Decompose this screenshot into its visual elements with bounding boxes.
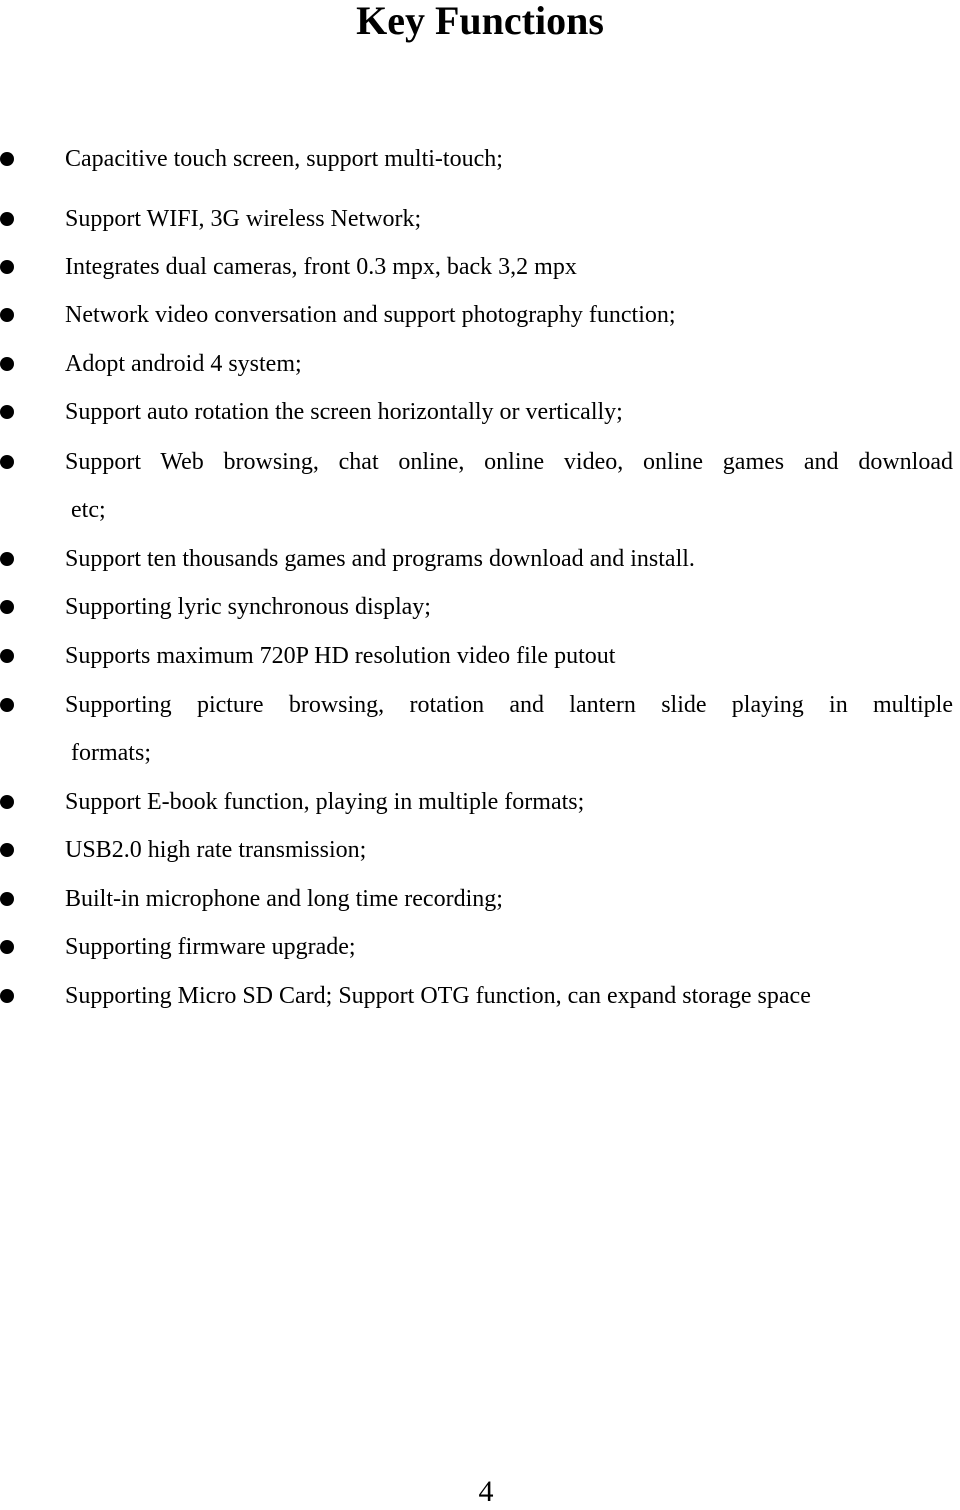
bullet-dot-icon: [0, 308, 14, 322]
bullet-dot-icon: [0, 152, 14, 166]
list-item-text: Support auto rotation the screen horizontally or vertically;: [65, 399, 623, 425]
list-item-continuation: etc;: [71, 497, 106, 523]
list-item: [0, 252, 960, 296]
list-item-text: Support WIFI, 3G wireless Network;: [65, 206, 422, 232]
bullet-dot-icon: [0, 989, 14, 1003]
bullet-dot-icon: [0, 212, 14, 226]
list-item-text: Supporting firmware upgrade;: [65, 934, 356, 960]
list-item: [0, 544, 960, 588]
list-item-text: Capacitive touch screen, support multi-touch;: [65, 146, 503, 172]
list-item: [0, 641, 960, 685]
list-item: [0, 884, 960, 928]
list-item-text: Network video conversation and support photography function;: [65, 302, 676, 328]
list-item: [0, 981, 960, 1025]
list-item: [0, 349, 960, 393]
list-item: [0, 690, 960, 776]
list-item-text: USB2.0 high rate transmission;: [65, 837, 367, 863]
page-title: Key Functions: [356, 0, 604, 43]
bullet-dot-icon: [0, 552, 14, 566]
bullet-dot-icon: [0, 940, 14, 954]
bullet-dot-icon: [0, 405, 14, 419]
list-item: [0, 835, 960, 879]
bullet-dot-icon: [0, 649, 14, 663]
list-item-text: Supporting Micro SD Card; Support OTG function, can expand storage space: [65, 983, 811, 1009]
list-item: [0, 397, 960, 441]
list-item-continuation: formats;: [71, 740, 151, 766]
bullet-dot-icon: [0, 357, 14, 371]
list-item-text: Supporting picture browsing, rotation and lantern slide playing in multiple: [65, 692, 953, 718]
bullet-dot-icon: [0, 795, 14, 809]
list-item-text: Support E-book function, playing in multiple formats;: [65, 789, 585, 815]
list-item-text: Adopt android 4 system;: [65, 351, 302, 377]
list-item: [0, 932, 960, 976]
list-item: [0, 592, 960, 636]
list-item: [0, 447, 960, 533]
list-item-text: Integrates dual cameras, front 0.3 mpx, back 3,2 mpx: [65, 254, 577, 280]
list-item: [0, 204, 960, 248]
list-item: [0, 300, 960, 344]
bullet-dot-icon: [0, 892, 14, 906]
list-item-text: Built-in microphone and long time recording;: [65, 886, 503, 912]
bullet-dot-icon: [0, 455, 14, 469]
bullet-dot-icon: [0, 600, 14, 614]
list-item-text: Support Web browsing, chat online, online video, online games and download: [65, 449, 953, 475]
list-item-text: Supporting lyric synchronous display;: [65, 594, 431, 620]
bullet-dot-icon: [0, 843, 14, 857]
list-item: [0, 144, 960, 188]
bullet-dot-icon: [0, 260, 14, 274]
list-item: [0, 787, 960, 831]
list-item-text: Supports maximum 720P HD resolution video file putout: [65, 643, 616, 669]
page-number: 4: [478, 1475, 494, 1508]
bullet-dot-icon: [0, 698, 14, 712]
list-item-text: Support ten thousands games and programs download and install.: [65, 546, 695, 572]
